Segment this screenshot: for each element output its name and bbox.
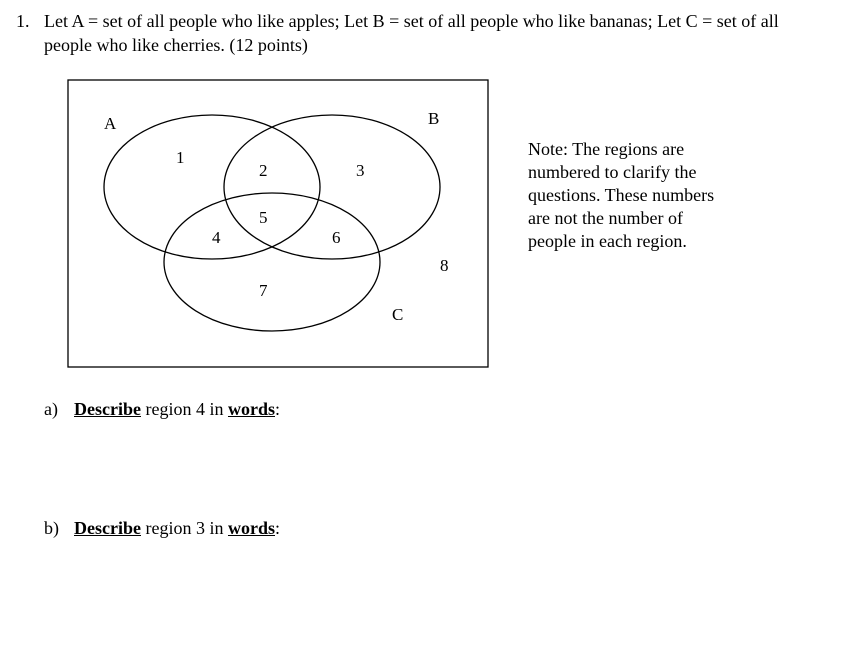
note-line: numbered to clarify the — [528, 162, 697, 182]
note-line: are not the number of — [528, 208, 683, 228]
subquestion-b — [44, 517, 280, 539]
subquestion-letter: a) — [44, 399, 58, 419]
question-text-line-1: Let A = set of all people who like apples; Let B = set of all people who like bananas; Let C = set of all — [44, 11, 779, 31]
region-4-label: 4 — [212, 228, 221, 247]
subquestion-verb: Describe — [74, 399, 141, 419]
subquestion-end: : — [275, 399, 281, 419]
subquestion-verb: Describe — [74, 518, 141, 538]
set-label-c: C — [392, 305, 404, 324]
subquestion-text: region 3 in — [140, 518, 228, 538]
subquestion-end: : — [275, 518, 281, 538]
region-3-label: 3 — [356, 161, 365, 180]
subquestion-text: region 4 in — [140, 399, 228, 419]
region-8-label: 8 — [440, 256, 449, 275]
region-2-label: 2 — [259, 161, 268, 180]
question-number: 1. — [16, 11, 30, 31]
question-text-line-2: people who like cherries. (12 points) — [44, 35, 308, 55]
note-line: questions. These numbers — [528, 185, 715, 205]
region-1-label: 1 — [176, 148, 185, 167]
subquestion-keyword: words — [227, 399, 275, 419]
subquestion-keyword: words — [227, 518, 275, 538]
subquestion-a — [44, 398, 280, 420]
region-7-label: 7 — [259, 281, 268, 300]
region-5-label: 5 — [259, 208, 268, 227]
note-line: Note: The regions are — [528, 139, 685, 159]
note-line: people in each region. — [528, 231, 687, 251]
set-label-b: B — [428, 109, 440, 128]
region-6-label: 6 — [332, 228, 341, 247]
set-label-a: A — [104, 114, 117, 133]
circle-c — [164, 193, 380, 331]
subquestion-letter: b) — [44, 518, 59, 538]
